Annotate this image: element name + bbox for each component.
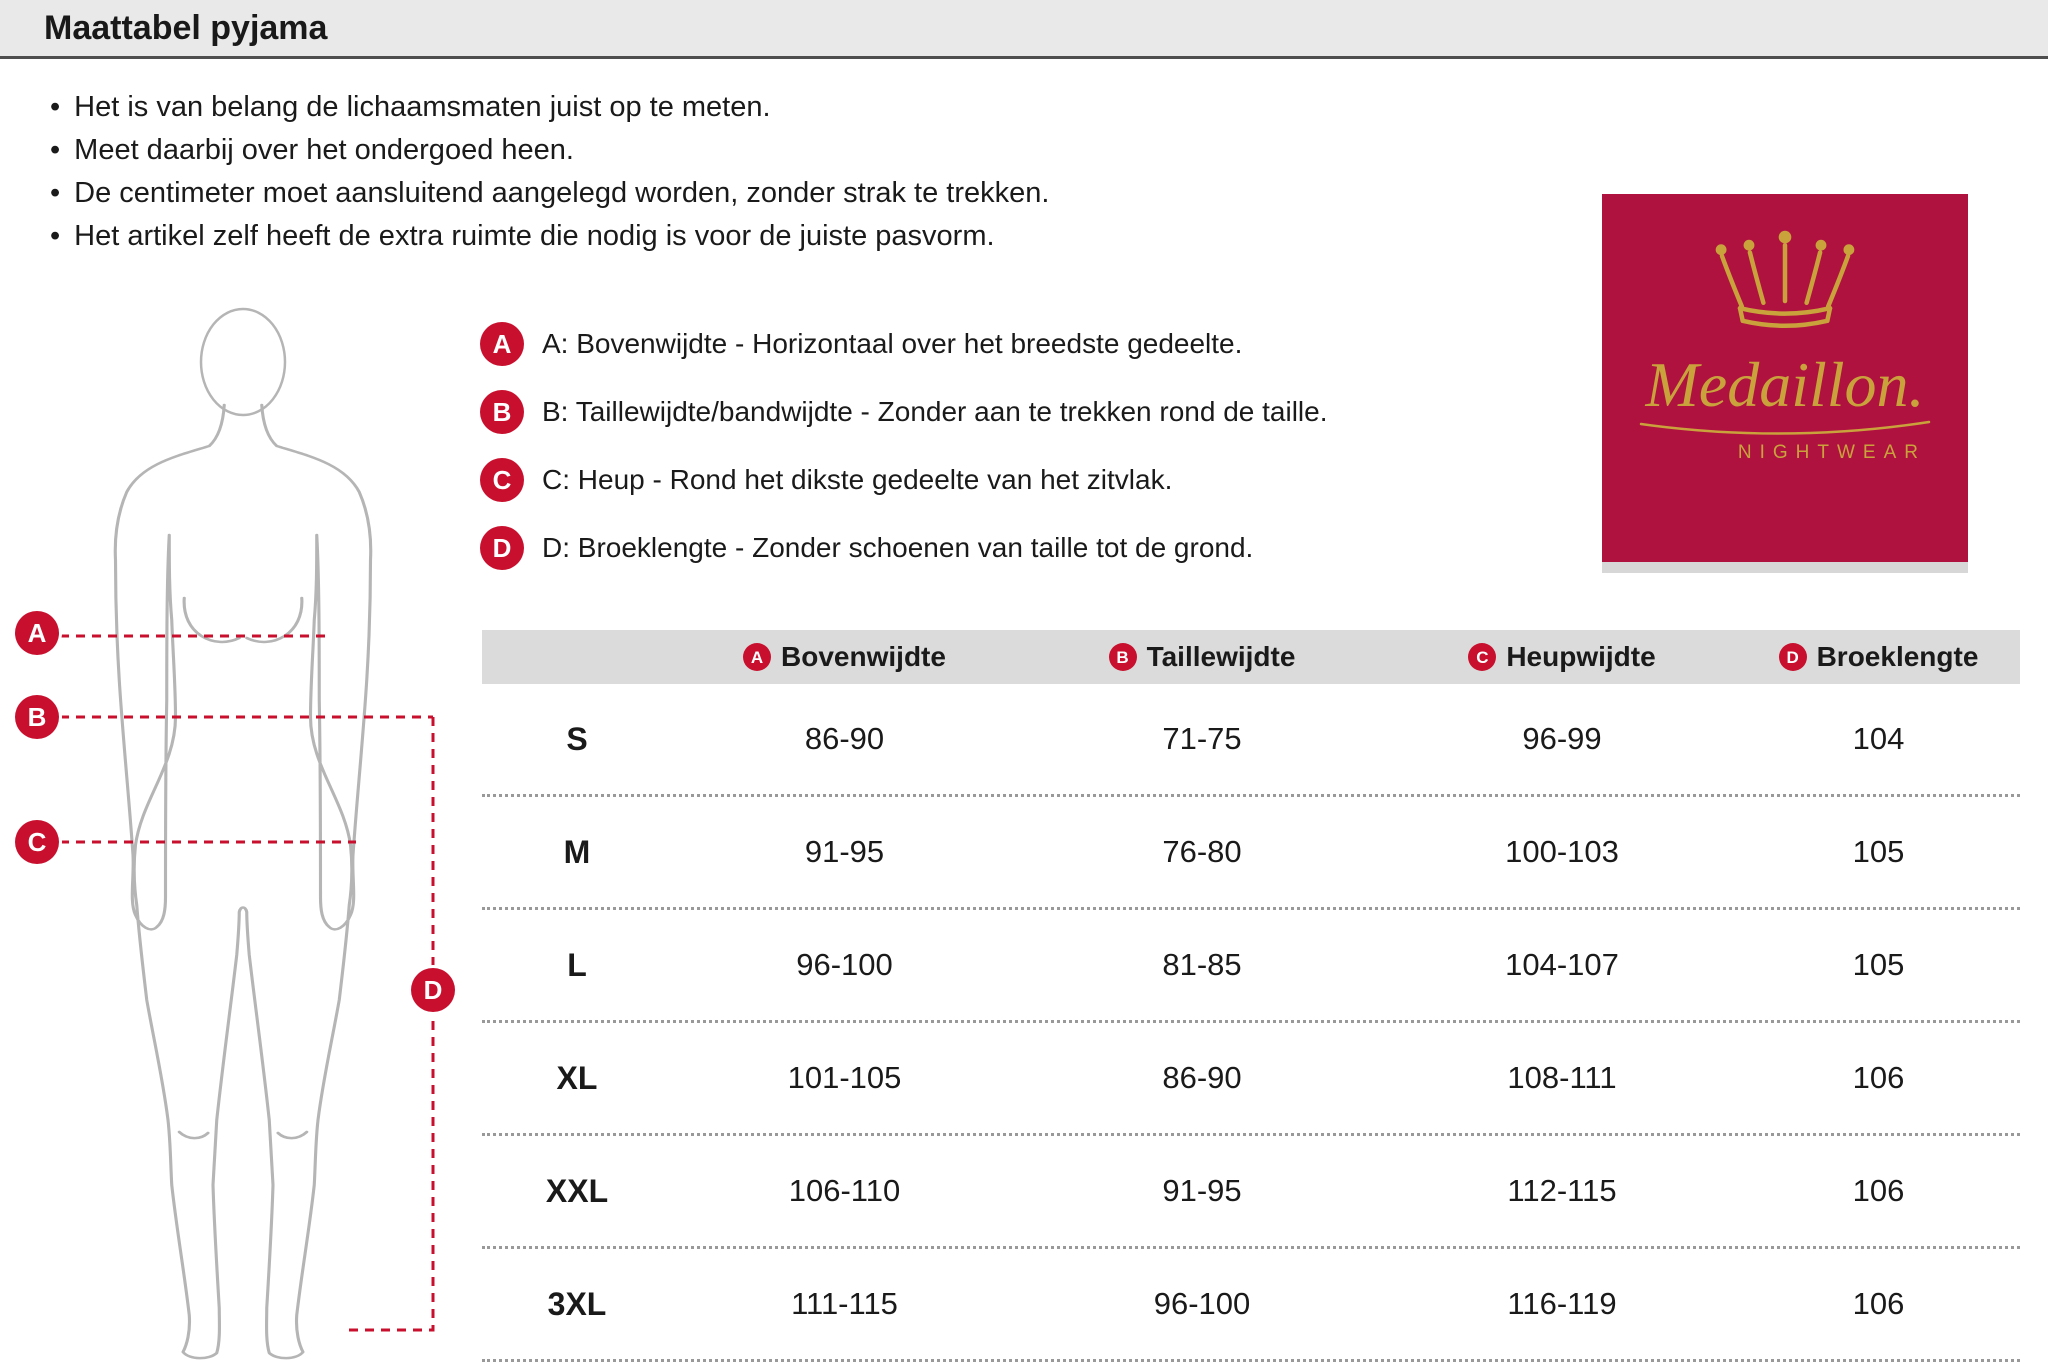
instruction-item: • Het is van belang de lichaamsmaten juist op te meten. — [50, 86, 1049, 129]
column-header-broeklengte — [1737, 641, 2020, 673]
column-header-label: Heupwijdte — [1506, 641, 1656, 672]
value-cell: 86-90 — [804, 721, 885, 756]
value-cell: 76-80 — [1162, 834, 1242, 869]
value-cell: 106 — [1852, 1286, 1905, 1321]
size-cell: M — [563, 833, 591, 870]
column-b-badge: B — [1109, 643, 1137, 671]
value-cell: 96-99 — [1522, 721, 1602, 756]
value-cell: 106 — [1852, 1060, 1905, 1095]
legend-a-badge: A — [480, 322, 524, 366]
size-cell: 3XL — [547, 1285, 607, 1322]
legend-b-badge: B — [480, 390, 524, 434]
brand-name: Medaillon. — [1645, 349, 1925, 420]
value-cell: 91-95 — [804, 834, 885, 869]
size-cell: XXL — [545, 1172, 609, 1209]
figure-head — [201, 309, 285, 415]
legend-c-badge: C — [480, 458, 524, 502]
flourish-line — [1635, 418, 1935, 438]
size-cell: L — [567, 946, 587, 983]
legend-item-c — [480, 458, 1328, 502]
instruction-item: • Meet daarbij over het ondergoed heen. — [50, 129, 1049, 172]
legend-item-a — [480, 322, 1328, 366]
value-cell: 106 — [1852, 1173, 1905, 1208]
body-silhouette — [0, 0, 480, 1367]
table-row — [482, 1136, 2020, 1249]
column-header-taillewijdte — [1017, 641, 1387, 673]
value-cell: 81-85 — [1162, 947, 1242, 982]
column-header-label: Broeklengte — [1816, 641, 1979, 672]
column-d-badge: D — [1779, 643, 1807, 671]
value-cell: 104 — [1852, 721, 1905, 756]
table-header-row — [482, 630, 2020, 684]
value-cell: 106-110 — [788, 1173, 901, 1208]
measure-line-d — [348, 717, 433, 1330]
column-header-label: Bovenwijdte — [781, 641, 946, 672]
legend-a-text: A: Bovenwijdte - Horizontaal over het breedste gedeelte. — [542, 328, 1243, 359]
legend-b-text: B: Taillewijdte/bandwijdte - Zonder aan te trekken rond de taille. — [542, 396, 1328, 427]
table-row — [482, 684, 2020, 797]
figure-knee-left — [179, 1132, 208, 1138]
legend-item-b — [480, 390, 1328, 434]
table-row — [482, 1023, 2020, 1136]
legend-d-badge: D — [480, 526, 524, 570]
table-row — [482, 910, 2020, 1023]
column-c-badge: C — [1468, 643, 1496, 671]
brand-tagline: NIGHTWEAR — [1737, 442, 1926, 464]
marker-c-badge: C — [15, 820, 59, 864]
crown-icon — [1695, 220, 1875, 337]
marker-a-badge: A — [15, 611, 59, 655]
legend-c-text: C: Heup - Rond het dikste gedeelte van het zitvlak. — [542, 464, 1173, 495]
instruction-item: • De centimeter moet aansluitend aangelegd worden, zonder strak te trekken. — [50, 172, 1049, 215]
value-cell: 105 — [1852, 947, 1905, 982]
instruction-item: • Het artikel zelf heeft de extra ruimte die nodig is voor de juiste pasvorm. — [50, 215, 1049, 258]
legend-d-text: D: Broeklengte - Zonder schoenen van taille tot de grond. — [542, 532, 1254, 563]
value-cell: 104-107 — [1505, 947, 1619, 982]
size-cell: XL — [556, 1059, 598, 1096]
value-cell: 112-115 — [1507, 1173, 1617, 1208]
value-cell: 108-111 — [1507, 1060, 1617, 1095]
value-cell: 96-100 — [1153, 1286, 1251, 1321]
value-cell: 91-95 — [1162, 1173, 1242, 1208]
size-cell: S — [566, 720, 588, 757]
figure-outline — [115, 405, 370, 1358]
logo-shadow-bar — [1602, 562, 1968, 573]
value-cell: 86-90 — [1162, 1060, 1242, 1095]
size-table — [482, 630, 2020, 1362]
table-row — [482, 1249, 2020, 1362]
measurement-legend — [480, 322, 1328, 570]
value-cell: 116-119 — [1507, 1286, 1617, 1321]
value-cell: 100-103 — [1505, 834, 1619, 869]
marker-d-badge: D — [411, 968, 455, 1012]
column-a-badge: A — [743, 643, 771, 671]
value-cell: 71-75 — [1162, 721, 1242, 756]
brand-logo — [1602, 194, 1968, 562]
value-cell: 105 — [1852, 834, 1905, 869]
value-cell: 111-115 — [791, 1286, 898, 1321]
column-header-bovenwijdte — [672, 641, 1017, 673]
page-title: Maattabel pyjama — [44, 8, 328, 47]
column-header-label: Taillewijdte — [1146, 641, 1296, 672]
column-header-heupwijdte — [1387, 641, 1737, 673]
value-cell: 96-100 — [796, 947, 893, 982]
value-cell: 101-105 — [787, 1060, 902, 1095]
legend-item-d — [480, 526, 1328, 570]
marker-b-badge: B — [15, 695, 59, 739]
figure-knee-right — [278, 1132, 307, 1138]
table-row — [482, 797, 2020, 910]
